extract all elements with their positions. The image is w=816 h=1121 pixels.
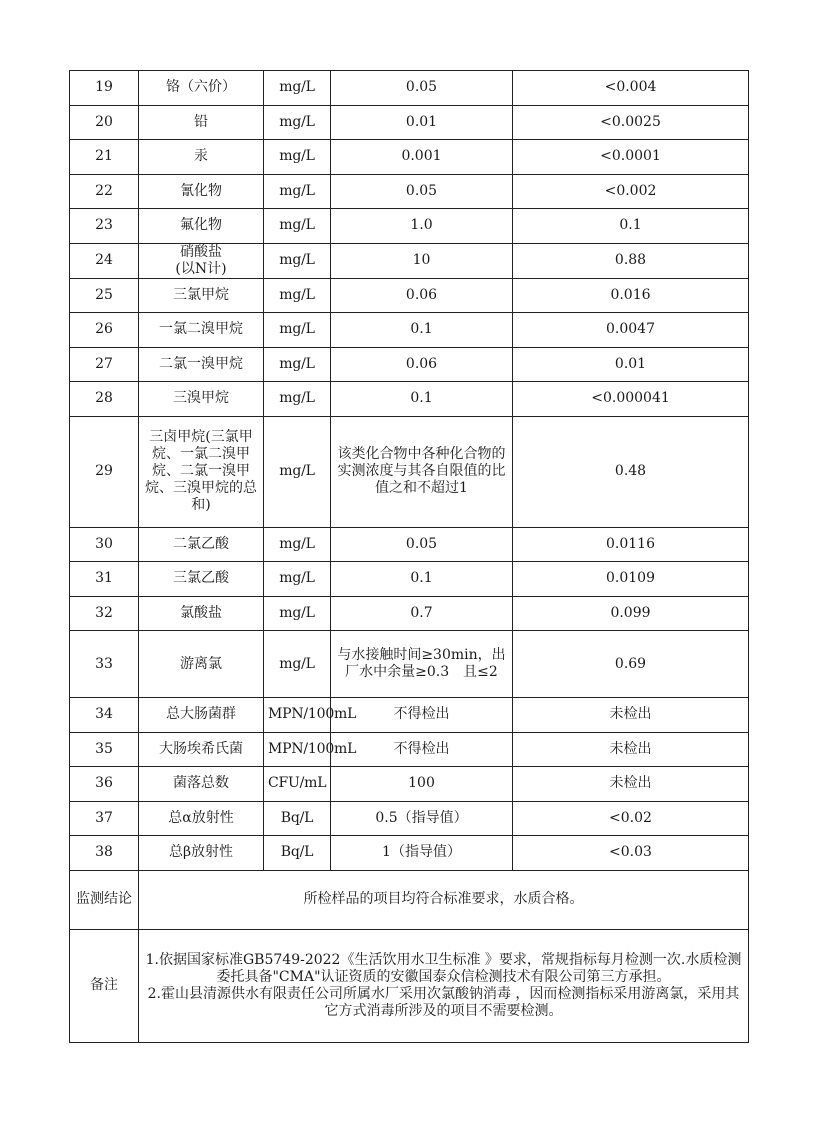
test-result: <0.02 xyxy=(513,801,749,836)
note-line-2: 2.霍山县清源供水有限责任公司所属水厂采用次氯酸钠消毒 ，因而检测指标采用游离氯，采用其它方式消毒所涉及的项目不需要检测。 xyxy=(147,985,740,1019)
row-number: 29 xyxy=(70,416,139,527)
row-number: 31 xyxy=(70,562,139,597)
table-row xyxy=(70,313,749,348)
item-name: 总大肠菌群 xyxy=(139,698,264,733)
test-result: 0.1 xyxy=(513,209,749,244)
table-row xyxy=(70,243,749,278)
table-row xyxy=(70,174,749,209)
table-row xyxy=(70,209,749,244)
table-row xyxy=(70,836,749,871)
row-number: 35 xyxy=(70,732,139,767)
unit: mg/L xyxy=(264,416,331,527)
unit: mg/L xyxy=(264,347,331,382)
limit-value: 该类化合物中各种化合物的实测浓度与其各自限值的比值之和不超过1 xyxy=(331,416,513,527)
table-row xyxy=(70,278,749,313)
conclusion-text: 所检样品的项目均符合标准要求，水质合格。 xyxy=(139,870,749,929)
row-number: 37 xyxy=(70,801,139,836)
test-result: <0.002 xyxy=(513,174,749,209)
limit-value: 不得检出 xyxy=(331,732,513,767)
row-number: 22 xyxy=(70,174,139,209)
item-name: 三氯乙酸 xyxy=(139,562,264,597)
row-number: 34 xyxy=(70,698,139,733)
unit: mg/L xyxy=(264,631,331,698)
limit-value: 1.0 xyxy=(331,209,513,244)
table-row xyxy=(70,416,749,527)
item-name: 硝酸盐 (以N计) xyxy=(139,243,264,278)
item-name: 三溴甲烷 xyxy=(139,382,264,417)
item-name: 总β放射性 xyxy=(139,836,264,871)
table-row xyxy=(70,527,749,562)
item-name: 氰化物 xyxy=(139,174,264,209)
unit: mg/L xyxy=(264,382,331,417)
item-name: 菌落总数 xyxy=(139,767,264,802)
limit-value: 0.05 xyxy=(331,174,513,209)
test-result: 未检出 xyxy=(513,732,749,767)
test-result: 0.0116 xyxy=(513,527,749,562)
limit-value: 10 xyxy=(331,243,513,278)
item-name: 铬（六价） xyxy=(139,71,264,106)
row-number: 19 xyxy=(70,71,139,106)
note-line-1: 1.依据国家标准GB5749-2022《生活饮用水卫生标准 》要求，常规指标每月检测一次.水质检测委托具备"CMA"认证资质的安徽国泰众信检测技术有限公司第三方承担。 xyxy=(145,951,742,985)
test-result: <0.004 xyxy=(513,71,749,106)
test-result: <0.0001 xyxy=(513,140,749,175)
limit-value: 0.1 xyxy=(331,313,513,348)
test-result: 未检出 xyxy=(513,767,749,802)
item-name: 氟化物 xyxy=(139,209,264,244)
unit: mg/L xyxy=(264,174,331,209)
table-row xyxy=(70,767,749,802)
test-result: 未检出 xyxy=(513,698,749,733)
limit-value: 0.7 xyxy=(331,596,513,631)
item-name: 铅 xyxy=(139,105,264,140)
limit-value: 0.05 xyxy=(331,71,513,106)
test-result: 0.099 xyxy=(513,596,749,631)
test-result: <0.03 xyxy=(513,836,749,871)
unit: Bq/L xyxy=(264,801,331,836)
unit: mg/L xyxy=(264,140,331,175)
row-number: 36 xyxy=(70,767,139,802)
table-row xyxy=(70,347,749,382)
test-result: <0.0025 xyxy=(513,105,749,140)
conclusion-row xyxy=(70,870,749,929)
notes-label: 备注 xyxy=(70,929,139,1042)
item-name: 三氯甲烷 xyxy=(139,278,264,313)
unit: mg/L xyxy=(264,209,331,244)
row-number: 30 xyxy=(70,527,139,562)
limit-value: 与水接触时间≥30min，出厂水中余量≥0.3 且≤2 xyxy=(331,631,513,698)
row-number: 32 xyxy=(70,596,139,631)
row-number: 38 xyxy=(70,836,139,871)
item-name: 二氯一溴甲烷 xyxy=(139,347,264,382)
unit: MPN/100mL xyxy=(264,732,331,767)
unit: mg/L xyxy=(264,105,331,140)
limit-value: 0.01 xyxy=(331,105,513,140)
item-name: 一氯二溴甲烷 xyxy=(139,313,264,348)
limit-value: 1（指导值） xyxy=(331,836,513,871)
unit: CFU/mL xyxy=(264,767,331,802)
limit-value: 0.5（指导值） xyxy=(331,801,513,836)
row-number: 20 xyxy=(70,105,139,140)
limit-value: 不得检出 xyxy=(331,698,513,733)
table-row xyxy=(70,801,749,836)
item-name: 二氯乙酸 xyxy=(139,527,264,562)
unit: mg/L xyxy=(264,527,331,562)
item-name: 三卤甲烷(三氯甲烷、一氯二溴甲烷、二氯一溴甲烷、三溴甲烷的总和) xyxy=(139,416,264,527)
limit-value: 0.1 xyxy=(331,562,513,597)
unit: mg/L xyxy=(264,71,331,106)
test-result: 0.48 xyxy=(513,416,749,527)
unit: Bq/L xyxy=(264,836,331,871)
limit-value: 0.001 xyxy=(331,140,513,175)
table-row xyxy=(70,382,749,417)
test-result: 0.01 xyxy=(513,347,749,382)
test-result: 0.0109 xyxy=(513,562,749,597)
limit-value: 0.05 xyxy=(331,527,513,562)
unit: mg/L xyxy=(264,243,331,278)
notes-row xyxy=(70,929,749,1042)
table-row xyxy=(70,71,749,106)
table-row xyxy=(70,105,749,140)
test-result: 0.016 xyxy=(513,278,749,313)
row-number: 23 xyxy=(70,209,139,244)
results-table-body xyxy=(70,71,749,871)
item-name: 游离氯 xyxy=(139,631,264,698)
table-row xyxy=(70,140,749,175)
table-row xyxy=(70,631,749,698)
table-row xyxy=(70,596,749,631)
limit-value: 100 xyxy=(331,767,513,802)
test-result: 0.69 xyxy=(513,631,749,698)
unit: mg/L xyxy=(264,313,331,348)
water-quality-report-table xyxy=(69,70,749,1043)
test-result: <0.000041 xyxy=(513,382,749,417)
item-name: 汞 xyxy=(139,140,264,175)
row-number: 24 xyxy=(70,243,139,278)
conclusion-label: 监测结论 xyxy=(70,870,139,929)
limit-value: 0.1 xyxy=(331,382,513,417)
item-name: 氯酸盐 xyxy=(139,596,264,631)
row-number: 26 xyxy=(70,313,139,348)
unit: mg/L xyxy=(264,278,331,313)
unit: MPN/100mL xyxy=(264,698,331,733)
item-name: 总α放射性 xyxy=(139,801,264,836)
limit-value: 0.06 xyxy=(331,278,513,313)
limit-value: 0.06 xyxy=(331,347,513,382)
row-number: 25 xyxy=(70,278,139,313)
notes-text xyxy=(139,929,749,1042)
row-number: 28 xyxy=(70,382,139,417)
table-row xyxy=(70,698,749,733)
unit: mg/L xyxy=(264,562,331,597)
test-result: 0.0047 xyxy=(513,313,749,348)
table-row xyxy=(70,562,749,597)
unit: mg/L xyxy=(264,596,331,631)
row-number: 21 xyxy=(70,140,139,175)
item-name: 大肠埃希氏菌 xyxy=(139,732,264,767)
row-number: 33 xyxy=(70,631,139,698)
table-row xyxy=(70,732,749,767)
row-number: 27 xyxy=(70,347,139,382)
test-result: 0.88 xyxy=(513,243,749,278)
